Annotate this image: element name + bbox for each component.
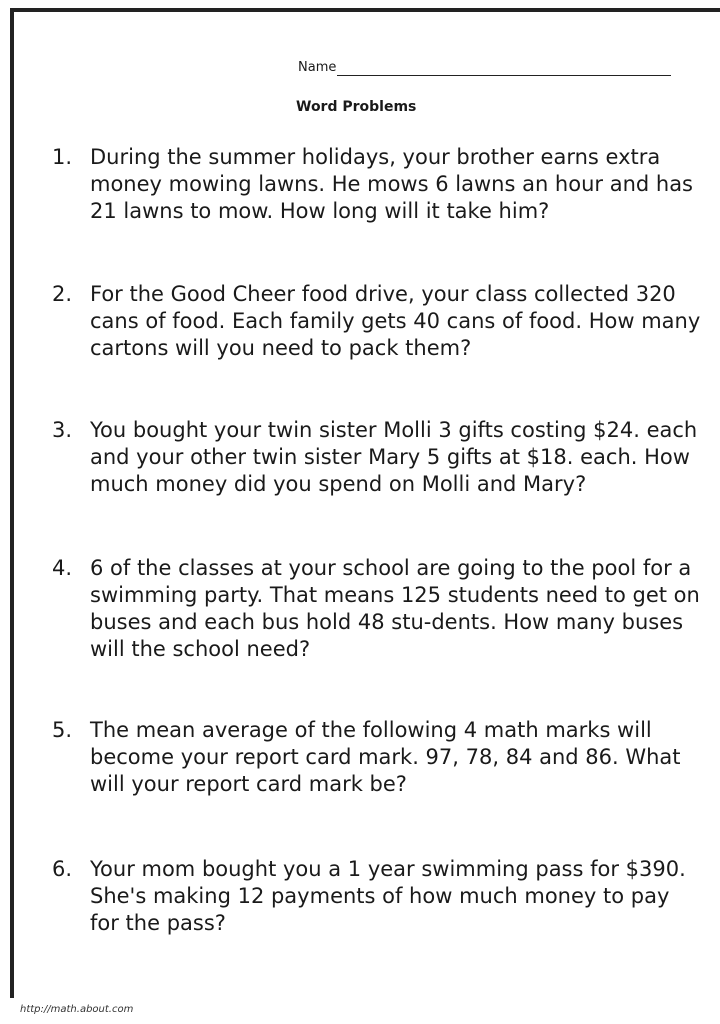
problem-text: For the Good Cheer food drive, your class collected 320 cans of food. Each family gets 40 cans of food. How many cartons will you need to pack them? xyxy=(90,282,701,360)
problem-number: 1. xyxy=(52,145,73,169)
page-border-left xyxy=(10,8,14,998)
problem-number: 3. xyxy=(52,418,73,442)
page-border-top xyxy=(10,8,720,12)
problem-item-1 xyxy=(52,144,702,225)
problem-text: Your mom bought you a 1 year swimming pass for $390. She's making 12 payments of how much money to pay for the pass? xyxy=(90,857,686,935)
name-blank-line xyxy=(337,61,671,76)
problem-text: During the summer holidays, your brother earns extra money mowing lawns. He mows 6 lawns an hour and has 21 lawns to mow. How long will it take him? xyxy=(90,145,694,223)
page-title: Word Problems xyxy=(296,99,417,115)
problem-number: 2. xyxy=(52,282,73,306)
problem-item-6 xyxy=(52,856,702,937)
problem-text: 6 of the classes at your school are going to the pool for a swimming party. That means 125 students need to get on buses and each bus hold 48 stu-dents. How many buses will the school need? xyxy=(90,556,700,661)
problem-item-2 xyxy=(52,281,702,362)
name-field xyxy=(298,60,671,76)
problem-item-5 xyxy=(52,717,702,798)
problem-item-3 xyxy=(52,417,702,498)
source-url: http://math.about.com xyxy=(20,1004,134,1015)
problem-number: 6. xyxy=(52,857,73,881)
problem-text: You bought your twin sister Molli 3 gifts costing $24. each and your other twin sister Mary 5 gifts at $18. each. How much money did you spend on Molli and Mary? xyxy=(90,418,698,496)
problem-item-4 xyxy=(52,555,702,663)
problem-number: 4. xyxy=(52,556,73,580)
problem-number: 5. xyxy=(52,718,73,742)
problem-text: The mean average of the following 4 math marks will become your report card mark. 97, 78, 84 and 86. What will your report card mark be? xyxy=(90,718,681,796)
name-label: Name xyxy=(298,60,337,75)
